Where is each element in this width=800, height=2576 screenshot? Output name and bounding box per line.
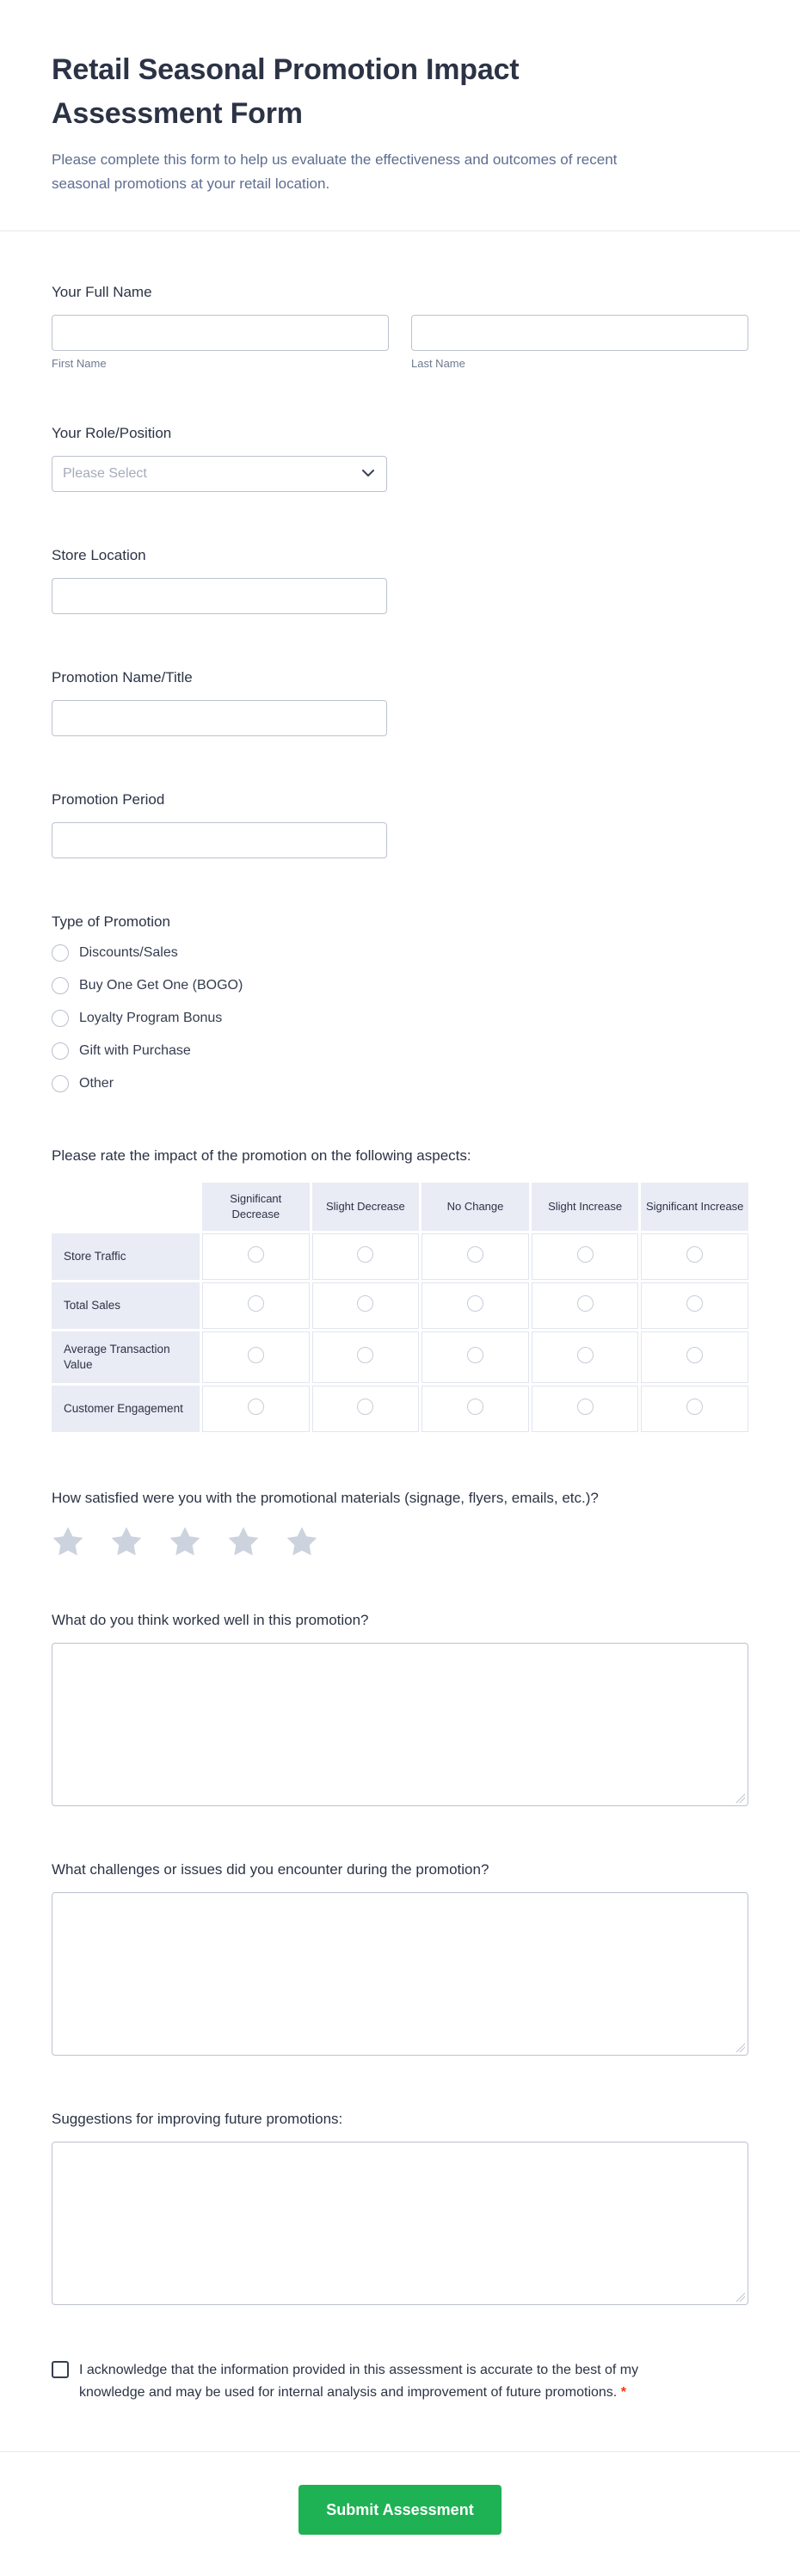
field-full-name: [52, 283, 748, 370]
matrix-cell[interactable]: [532, 1386, 639, 1432]
role-label: Your Role/Position: [52, 425, 172, 442]
matrix-column-header: Slight Increase: [532, 1183, 639, 1231]
matrix-cell[interactable]: [312, 1386, 420, 1432]
star-rating: [52, 1526, 748, 1557]
matrix-column-header: No Change: [422, 1183, 529, 1231]
suggestions-label: Suggestions for improving future promotions:: [52, 2111, 343, 2128]
field-promotion-type: [52, 913, 748, 1092]
role-select-placeholder: Please Select: [63, 465, 147, 481]
matrix-row-label: Customer Engagement: [52, 1386, 200, 1432]
matrix-cell[interactable]: [532, 1282, 639, 1329]
matrix-radio-icon[interactable]: [686, 1246, 703, 1263]
field-suggestions: [52, 2110, 748, 2305]
field-promotion-period: [52, 790, 748, 858]
challenges-textarea[interactable]: [52, 1892, 748, 2056]
matrix-row-label: Total Sales: [52, 1282, 200, 1329]
matrix-radio-icon[interactable]: [686, 1399, 703, 1415]
acknowledgement-text: I acknowledge that the information provided in this assessment is accurate to the best of my knowledge and may be used for internal analysis and improvement of future promotions.: [79, 2363, 639, 2400]
suggestions-textarea[interactable]: [52, 2142, 748, 2305]
first-name-input[interactable]: [52, 315, 389, 351]
required-asterisk: *: [620, 2384, 626, 2400]
matrix-column-header: Significant Decrease: [202, 1183, 310, 1231]
matrix-cell[interactable]: [641, 1386, 748, 1432]
matrix-radio-icon[interactable]: [686, 1295, 703, 1312]
field-role: [52, 424, 748, 492]
matrix-row-label: Average Transaction Value: [52, 1331, 200, 1383]
matrix-radio-icon[interactable]: [248, 1246, 264, 1263]
impact-matrix: [52, 1180, 748, 1436]
worked-well-textarea[interactable]: [52, 1643, 748, 1806]
first-name-column: [52, 315, 389, 370]
matrix-row-total-sales: [52, 1282, 748, 1329]
full-name-label: Your Full Name: [52, 284, 152, 301]
radio-option-loyalty[interactable]: [52, 1010, 748, 1027]
matrix-cell[interactable]: [312, 1282, 420, 1329]
challenges-textarea-wrap: [52, 1892, 748, 2056]
acknowledgement-checkbox[interactable]: [52, 2361, 69, 2378]
matrix-radio-icon[interactable]: [686, 1347, 703, 1363]
matrix-cell[interactable]: [641, 1282, 748, 1329]
chevron-down-icon: [362, 470, 374, 477]
matrix-column-header: Slight Decrease: [312, 1183, 420, 1231]
form-title: Retail Seasonal Promotion Impact Assessment Form: [52, 53, 520, 130]
matrix-cell[interactable]: [532, 1233, 639, 1280]
promotion-period-label: Promotion Period: [52, 790, 165, 808]
matrix-radio-icon[interactable]: [357, 1347, 373, 1363]
radio-option-label: Discounts/Sales: [79, 944, 178, 960]
matrix-row-avg-transaction: [52, 1331, 748, 1383]
radio-icon[interactable]: [52, 1010, 69, 1027]
matrix-cell[interactable]: [532, 1331, 639, 1383]
radio-option-bogo[interactable]: [52, 977, 748, 994]
radio-option-label: Buy One Get One (BOGO): [79, 977, 243, 993]
form-header: [0, 48, 800, 196]
last-name-column: [411, 315, 748, 370]
star-icon[interactable]: [286, 1526, 318, 1557]
acknowledgement-label: [79, 2363, 638, 2400]
matrix-radio-icon[interactable]: [577, 1295, 594, 1312]
matrix-cell[interactable]: [422, 1233, 529, 1280]
submit-section: [0, 2452, 800, 2576]
materials-satisfaction-label: How satisfied were you with the promotional materials (signage, flyers, emails, etc.)?: [52, 1490, 599, 1507]
star-icon[interactable]: [169, 1526, 201, 1557]
matrix-radio-icon[interactable]: [357, 1246, 373, 1263]
radio-option-gift[interactable]: [52, 1042, 748, 1060]
field-acknowledgement: [52, 2359, 748, 2403]
matrix-radio-icon[interactable]: [467, 1295, 483, 1312]
worked-well-label: What do you think worked well in this promotion?: [52, 1612, 369, 1629]
matrix-radio-icon[interactable]: [467, 1246, 483, 1263]
matrix-radio-icon[interactable]: [357, 1399, 373, 1415]
matrix-cell[interactable]: [202, 1282, 310, 1329]
store-location-label: Store Location: [52, 546, 146, 563]
field-worked-well: [52, 1611, 748, 1806]
star-icon[interactable]: [110, 1526, 143, 1557]
field-materials-satisfaction: [52, 1489, 748, 1557]
challenges-label: What challenges or issues did you encounter during the promotion?: [52, 1861, 489, 1878]
impact-matrix-table: [49, 1180, 751, 1436]
matrix-radio-icon[interactable]: [577, 1347, 594, 1363]
full-name-inputs: [52, 315, 748, 370]
promotion-name-input[interactable]: [52, 700, 387, 736]
star-icon[interactable]: [227, 1526, 260, 1557]
matrix-row-label: Store Traffic: [52, 1233, 200, 1280]
promotion-type-label: Type of Promotion: [52, 913, 170, 930]
role-select[interactable]: [52, 456, 387, 492]
acknowledgement-row: [52, 2359, 645, 2403]
matrix-row-customer-engagement: [52, 1386, 748, 1432]
matrix-corner-cell: [52, 1183, 200, 1231]
promotion-name-label: Promotion Name/Title: [52, 668, 193, 685]
radio-icon[interactable]: [52, 977, 69, 994]
matrix-cell[interactable]: [422, 1331, 529, 1383]
submit-button[interactable]: Submit Assessment: [298, 2485, 501, 2535]
matrix-cell[interactable]: [202, 1233, 310, 1280]
promotion-period-input[interactable]: [52, 822, 387, 858]
radio-icon[interactable]: [52, 1075, 69, 1092]
matrix-cell[interactable]: [202, 1386, 310, 1432]
matrix-radio-icon[interactable]: [467, 1347, 483, 1363]
store-location-input[interactable]: [52, 578, 387, 614]
radio-option-label: Other: [79, 1075, 114, 1091]
radio-option-other[interactable]: [52, 1075, 748, 1092]
matrix-row-store-traffic: [52, 1233, 748, 1280]
matrix-cell[interactable]: [312, 1233, 420, 1280]
matrix-header-row: [52, 1183, 748, 1231]
matrix-cell[interactable]: [641, 1331, 748, 1383]
matrix-cell[interactable]: [312, 1331, 420, 1383]
matrix-cell[interactable]: [202, 1331, 310, 1383]
last-name-sublabel: Last Name: [411, 357, 465, 371]
field-promotion-name: [52, 668, 748, 736]
radio-icon[interactable]: [52, 1042, 69, 1060]
matrix-radio-icon[interactable]: [577, 1246, 594, 1263]
radio-option-label: Loyalty Program Bonus: [79, 1010, 223, 1025]
star-icon[interactable]: [52, 1526, 84, 1557]
matrix-radio-icon[interactable]: [248, 1295, 264, 1312]
suggestions-textarea-wrap: [52, 2142, 748, 2305]
form-body: [0, 231, 800, 2403]
first-name-sublabel: First Name: [52, 357, 107, 371]
field-store-location: [52, 546, 748, 614]
form-subtitle: Please complete this form to help us evaluate the effectiveness and outcomes of recent seasonal promotions at your retail location.: [52, 151, 618, 193]
matrix-radio-icon[interactable]: [467, 1399, 483, 1415]
radio-icon[interactable]: [52, 944, 69, 962]
matrix-radio-icon[interactable]: [248, 1347, 264, 1363]
matrix-cell[interactable]: [422, 1282, 529, 1329]
last-name-input[interactable]: [411, 315, 748, 351]
radio-option-discounts[interactable]: [52, 944, 748, 962]
field-impact-matrix: [52, 1147, 748, 1436]
radio-option-label: Gift with Purchase: [79, 1042, 191, 1058]
worked-well-textarea-wrap: [52, 1643, 748, 1806]
matrix-column-header: Significant Increase: [641, 1183, 748, 1231]
matrix-radio-icon[interactable]: [248, 1399, 264, 1415]
field-challenges: [52, 1860, 748, 2056]
matrix-cell[interactable]: [422, 1386, 529, 1432]
matrix-cell[interactable]: [641, 1233, 748, 1280]
impact-matrix-label: Please rate the impact of the promotion on the following aspects:: [52, 1147, 471, 1164]
matrix-radio-icon[interactable]: [577, 1399, 594, 1415]
matrix-radio-icon[interactable]: [357, 1295, 373, 1312]
